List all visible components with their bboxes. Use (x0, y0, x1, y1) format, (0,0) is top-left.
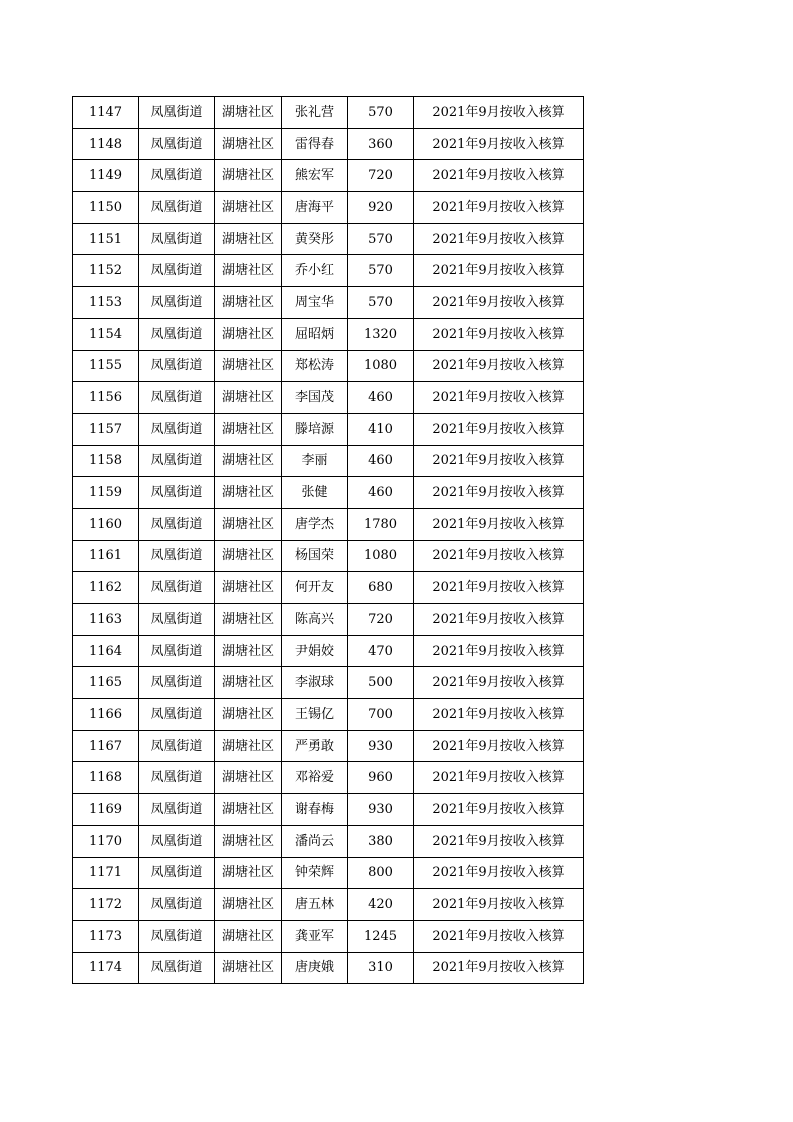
cell-note: 2021年9月按收入核算 (414, 794, 584, 826)
cell-street: 凤凰街道 (139, 794, 215, 826)
cell-community: 湖塘社区 (215, 318, 282, 350)
cell-amount: 720 (348, 160, 414, 192)
roster-table (72, 96, 584, 984)
cell-name: 陈高兴 (282, 604, 348, 636)
cell-street: 凤凰街道 (139, 604, 215, 636)
cell-note: 2021年9月按收入核算 (414, 730, 584, 762)
cell-street: 凤凰街道 (139, 667, 215, 699)
table-row (73, 572, 584, 604)
cell-community: 湖塘社区 (215, 604, 282, 636)
cell-street: 凤凰街道 (139, 762, 215, 794)
cell-number: 1170 (73, 825, 139, 857)
table-row (73, 794, 584, 826)
cell-street: 凤凰街道 (139, 223, 215, 255)
cell-street: 凤凰街道 (139, 699, 215, 731)
cell-note: 2021年9月按收入核算 (414, 160, 584, 192)
cell-number: 1154 (73, 318, 139, 350)
cell-name: 尹娟姣 (282, 635, 348, 667)
cell-note: 2021年9月按收入核算 (414, 889, 584, 921)
table-row (73, 128, 584, 160)
cell-number: 1155 (73, 350, 139, 382)
cell-community: 湖塘社区 (215, 540, 282, 572)
cell-name: 乔小红 (282, 255, 348, 287)
cell-community: 湖塘社区 (215, 857, 282, 889)
cell-street: 凤凰街道 (139, 192, 215, 224)
cell-amount: 410 (348, 413, 414, 445)
cell-name: 李丽 (282, 445, 348, 477)
cell-amount: 1320 (348, 318, 414, 350)
cell-amount: 1080 (348, 540, 414, 572)
cell-street: 凤凰街道 (139, 97, 215, 129)
cell-name: 熊宏军 (282, 160, 348, 192)
cell-amount: 920 (348, 192, 414, 224)
table-row (73, 445, 584, 477)
cell-amount: 930 (348, 730, 414, 762)
cell-street: 凤凰街道 (139, 825, 215, 857)
table-row (73, 920, 584, 952)
cell-number: 1159 (73, 477, 139, 509)
table-row (73, 477, 584, 509)
cell-number: 1165 (73, 667, 139, 699)
cell-amount: 570 (348, 287, 414, 319)
cell-name: 唐庚娥 (282, 952, 348, 984)
table-row (73, 667, 584, 699)
cell-note: 2021年9月按收入核算 (414, 350, 584, 382)
cell-name: 唐学杰 (282, 508, 348, 540)
table-row (73, 604, 584, 636)
cell-number: 1169 (73, 794, 139, 826)
cell-number: 1166 (73, 699, 139, 731)
table-row (73, 192, 584, 224)
table-row (73, 508, 584, 540)
cell-number: 1149 (73, 160, 139, 192)
cell-note: 2021年9月按收入核算 (414, 667, 584, 699)
cell-community: 湖塘社区 (215, 572, 282, 604)
cell-community: 湖塘社区 (215, 445, 282, 477)
cell-number: 1164 (73, 635, 139, 667)
cell-street: 凤凰街道 (139, 255, 215, 287)
cell-name: 龚亚军 (282, 920, 348, 952)
cell-amount: 720 (348, 604, 414, 636)
cell-name: 潘尚云 (282, 825, 348, 857)
cell-street: 凤凰街道 (139, 413, 215, 445)
cell-name: 钟荣辉 (282, 857, 348, 889)
cell-community: 湖塘社区 (215, 699, 282, 731)
cell-street: 凤凰街道 (139, 287, 215, 319)
cell-community: 湖塘社区 (215, 160, 282, 192)
cell-community: 湖塘社区 (215, 635, 282, 667)
cell-number: 1152 (73, 255, 139, 287)
cell-community: 湖塘社区 (215, 762, 282, 794)
cell-number: 1171 (73, 857, 139, 889)
cell-note: 2021年9月按收入核算 (414, 97, 584, 129)
cell-community: 湖塘社区 (215, 825, 282, 857)
cell-amount: 1245 (348, 920, 414, 952)
table-row (73, 635, 584, 667)
cell-note: 2021年9月按收入核算 (414, 287, 584, 319)
cell-name: 滕培源 (282, 413, 348, 445)
cell-amount: 570 (348, 223, 414, 255)
cell-name: 邓裕爱 (282, 762, 348, 794)
cell-note: 2021年9月按收入核算 (414, 477, 584, 509)
cell-community: 湖塘社区 (215, 350, 282, 382)
cell-street: 凤凰街道 (139, 382, 215, 414)
cell-number: 1158 (73, 445, 139, 477)
cell-note: 2021年9月按收入核算 (414, 223, 584, 255)
cell-community: 湖塘社区 (215, 128, 282, 160)
table-row (73, 762, 584, 794)
cell-community: 湖塘社区 (215, 382, 282, 414)
cell-note: 2021年9月按收入核算 (414, 508, 584, 540)
cell-street: 凤凰街道 (139, 540, 215, 572)
cell-community: 湖塘社区 (215, 192, 282, 224)
table-row (73, 350, 584, 382)
cell-community: 湖塘社区 (215, 730, 282, 762)
table-row (73, 730, 584, 762)
cell-community: 湖塘社区 (215, 920, 282, 952)
cell-note: 2021年9月按收入核算 (414, 255, 584, 287)
cell-amount: 380 (348, 825, 414, 857)
cell-street: 凤凰街道 (139, 128, 215, 160)
table-row (73, 255, 584, 287)
cell-number: 1148 (73, 128, 139, 160)
cell-street: 凤凰街道 (139, 920, 215, 952)
cell-community: 湖塘社区 (215, 794, 282, 826)
cell-number: 1150 (73, 192, 139, 224)
cell-amount: 460 (348, 382, 414, 414)
cell-street: 凤凰街道 (139, 635, 215, 667)
table-row (73, 382, 584, 414)
table-row (73, 889, 584, 921)
cell-street: 凤凰街道 (139, 508, 215, 540)
cell-name: 谢春梅 (282, 794, 348, 826)
cell-note: 2021年9月按收入核算 (414, 635, 584, 667)
roster-table-body (73, 97, 584, 984)
table-row (73, 540, 584, 572)
cell-street: 凤凰街道 (139, 889, 215, 921)
cell-amount: 700 (348, 699, 414, 731)
cell-note: 2021年9月按收入核算 (414, 857, 584, 889)
cell-amount: 570 (348, 255, 414, 287)
cell-name: 何开友 (282, 572, 348, 604)
cell-name: 黄癸彤 (282, 223, 348, 255)
table-row (73, 699, 584, 731)
table-row (73, 287, 584, 319)
cell-number: 1156 (73, 382, 139, 414)
table-row (73, 223, 584, 255)
cell-note: 2021年9月按收入核算 (414, 413, 584, 445)
table-row (73, 857, 584, 889)
cell-name: 王锡亿 (282, 699, 348, 731)
cell-amount: 460 (348, 477, 414, 509)
cell-note: 2021年9月按收入核算 (414, 318, 584, 350)
cell-number: 1157 (73, 413, 139, 445)
cell-number: 1147 (73, 97, 139, 129)
cell-number: 1167 (73, 730, 139, 762)
cell-note: 2021年9月按收入核算 (414, 920, 584, 952)
cell-number: 1163 (73, 604, 139, 636)
cell-amount: 460 (348, 445, 414, 477)
cell-number: 1153 (73, 287, 139, 319)
cell-number: 1162 (73, 572, 139, 604)
table-row (73, 160, 584, 192)
cell-number: 1173 (73, 920, 139, 952)
cell-street: 凤凰街道 (139, 318, 215, 350)
cell-amount: 310 (348, 952, 414, 984)
cell-name: 唐五林 (282, 889, 348, 921)
cell-note: 2021年9月按收入核算 (414, 540, 584, 572)
cell-note: 2021年9月按收入核算 (414, 128, 584, 160)
cell-street: 凤凰街道 (139, 952, 215, 984)
cell-street: 凤凰街道 (139, 477, 215, 509)
cell-street: 凤凰街道 (139, 572, 215, 604)
cell-number: 1160 (73, 508, 139, 540)
cell-note: 2021年9月按收入核算 (414, 762, 584, 794)
cell-note: 2021年9月按收入核算 (414, 604, 584, 636)
cell-name: 李淑球 (282, 667, 348, 699)
cell-street: 凤凰街道 (139, 730, 215, 762)
cell-community: 湖塘社区 (215, 508, 282, 540)
cell-name: 周宝华 (282, 287, 348, 319)
cell-name: 张健 (282, 477, 348, 509)
cell-community: 湖塘社区 (215, 889, 282, 921)
cell-name: 唐海平 (282, 192, 348, 224)
cell-community: 湖塘社区 (215, 223, 282, 255)
cell-community: 湖塘社区 (215, 413, 282, 445)
cell-amount: 930 (348, 794, 414, 826)
cell-note: 2021年9月按收入核算 (414, 825, 584, 857)
table-row (73, 97, 584, 129)
cell-amount: 420 (348, 889, 414, 921)
cell-number: 1151 (73, 223, 139, 255)
cell-amount: 470 (348, 635, 414, 667)
cell-name: 屈昭炳 (282, 318, 348, 350)
cell-amount: 960 (348, 762, 414, 794)
cell-amount: 570 (348, 97, 414, 129)
cell-street: 凤凰街道 (139, 857, 215, 889)
cell-note: 2021年9月按收入核算 (414, 192, 584, 224)
cell-name: 严勇敢 (282, 730, 348, 762)
cell-community: 湖塘社区 (215, 287, 282, 319)
cell-street: 凤凰街道 (139, 160, 215, 192)
cell-name: 郑松涛 (282, 350, 348, 382)
cell-community: 湖塘社区 (215, 97, 282, 129)
cell-community: 湖塘社区 (215, 255, 282, 287)
cell-name: 李国茂 (282, 382, 348, 414)
table-row (73, 413, 584, 445)
cell-amount: 360 (348, 128, 414, 160)
cell-community: 湖塘社区 (215, 667, 282, 699)
table-row (73, 952, 584, 984)
cell-number: 1174 (73, 952, 139, 984)
cell-name: 杨国荣 (282, 540, 348, 572)
cell-number: 1168 (73, 762, 139, 794)
cell-note: 2021年9月按收入核算 (414, 445, 584, 477)
cell-name: 雷得春 (282, 128, 348, 160)
cell-number: 1172 (73, 889, 139, 921)
cell-amount: 1780 (348, 508, 414, 540)
cell-amount: 680 (348, 572, 414, 604)
cell-name: 张礼营 (282, 97, 348, 129)
cell-note: 2021年9月按收入核算 (414, 382, 584, 414)
table-row (73, 825, 584, 857)
table-row (73, 318, 584, 350)
cell-amount: 800 (348, 857, 414, 889)
cell-number: 1161 (73, 540, 139, 572)
cell-note: 2021年9月按收入核算 (414, 699, 584, 731)
cell-amount: 1080 (348, 350, 414, 382)
cell-street: 凤凰街道 (139, 445, 215, 477)
cell-note: 2021年9月按收入核算 (414, 572, 584, 604)
cell-community: 湖塘社区 (215, 477, 282, 509)
cell-amount: 500 (348, 667, 414, 699)
cell-note: 2021年9月按收入核算 (414, 952, 584, 984)
cell-street: 凤凰街道 (139, 350, 215, 382)
cell-community: 湖塘社区 (215, 952, 282, 984)
